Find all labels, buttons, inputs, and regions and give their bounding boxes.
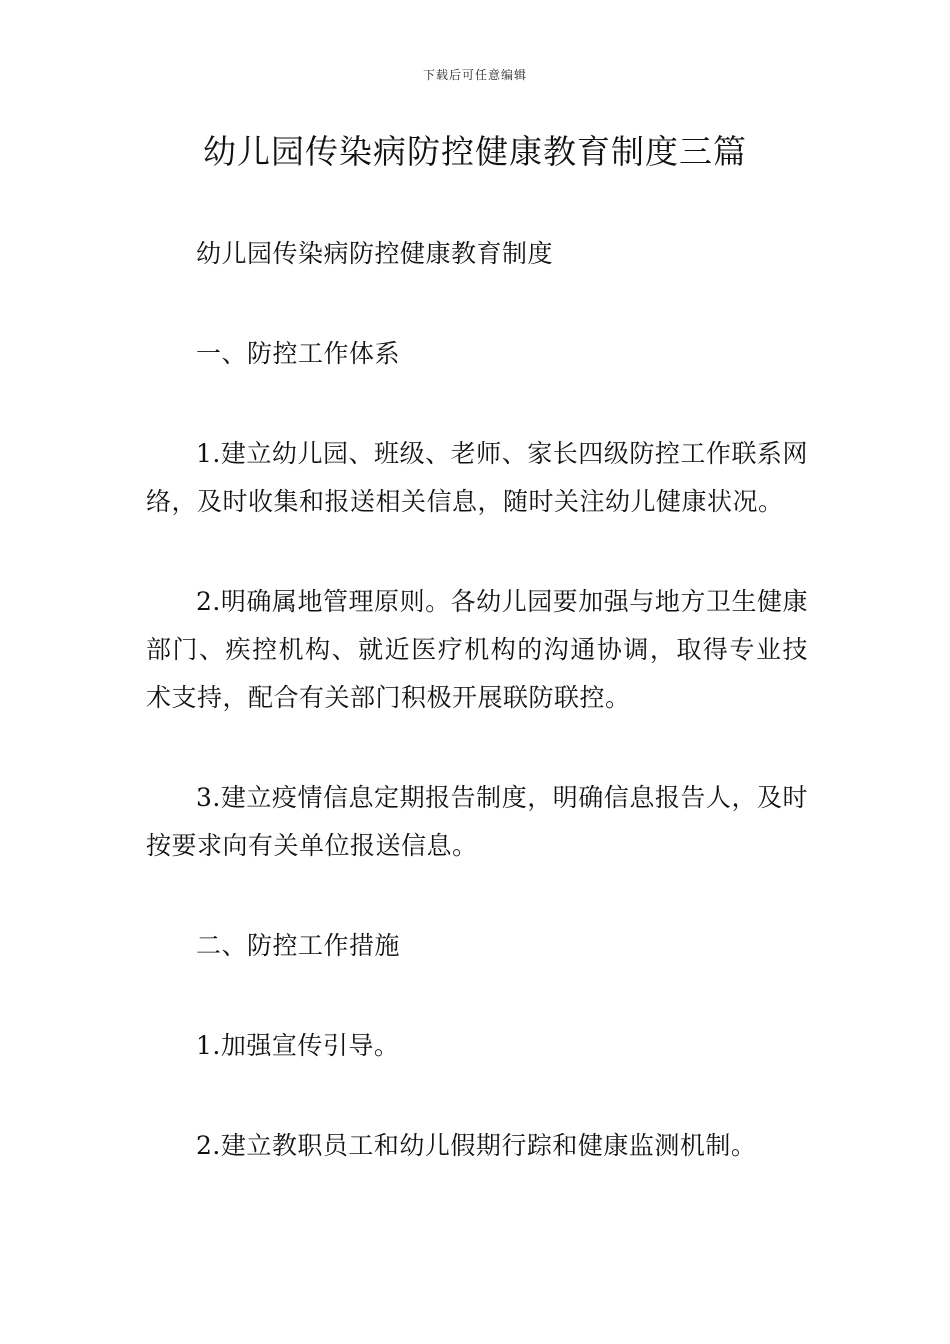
paragraph-2-1: 1.加强宣传引导。 (196, 1031, 400, 1060)
paragraph-1-1: 1.建立幼儿园、班级、老师、家长四级防控工作联系网络，及时收集和报送相关信息，随时关注幼儿健康状况。 (146, 439, 808, 516)
paragraph-1-2: 2.明确属地管理原则。各幼儿园要加强与地方卫生健康部门、疾控机构、就近医疗机构的沟通协调，取得专业技术支持，配合有关部门积极开展联防联控。 (146, 587, 808, 712)
header-note: 下载后可任意编辑 (422, 68, 527, 82)
section-subtitle: 幼儿园传染病防控健康教育制度 (196, 239, 554, 268)
paragraph-1-3: 3.建立疫情信息定期报告制度，明确信息报告人，及时按要求向有关单位报送信息。 (146, 783, 808, 860)
section-heading-2: 二、防控工作措施 (196, 931, 401, 960)
document-title: 幼儿园传染病防控健康教育制度三篇 (203, 132, 747, 171)
paragraph-2-2: 2.建立教职员工和幼儿假期行踪和健康监测机制。 (196, 1131, 757, 1160)
section-heading-1: 一、防控工作体系 (196, 339, 401, 368)
document-body (146, 230, 808, 1222)
